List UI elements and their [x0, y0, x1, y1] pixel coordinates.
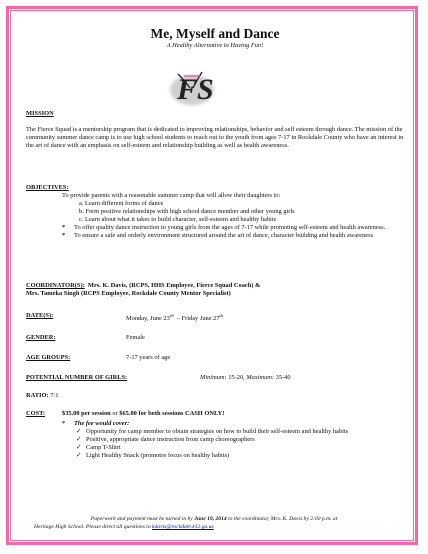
age-groups-row — [26, 354, 404, 362]
asterisk-bullet-icon: * — [62, 420, 66, 427]
page-subtitle: A Healthy Alternative to Having Fun! — [166, 42, 264, 49]
checkmark-icon: ✓ — [76, 444, 82, 451]
mission-section — [26, 110, 404, 150]
list-item: a. Learn different forms of dance — [79, 200, 164, 207]
fee-heading-row — [26, 420, 404, 428]
potential-girls-label: POTENTIAL NUMBER OF GIRLS: — [26, 374, 128, 381]
coordinators-label: COORDINATOR(S): — [26, 282, 85, 289]
objectives-sublist — [26, 200, 404, 224]
asterisk-bullet-icon: * — [62, 232, 66, 239]
gender-label: GENDER: — [26, 334, 56, 341]
age-groups-value: 7-17 years of age — [126, 354, 171, 361]
checkmark-icon: ✓ — [76, 428, 82, 435]
age-groups-label: AGE GROUPS: — [26, 354, 71, 361]
objectives-intro: To provide parents with a reasonable summer camp that will allow their daughters to: — [62, 192, 281, 199]
mission-body: The Fierce Squad is a mentorship program that is dedicated to improving relationships, behavior and self esteem through dance. The mission of the community summer dance camp is to use high school students to reach out to the youth from ages 7-17 in Rockdale County who have an interest in the art of dance with an emphasis on self-esteem and relationship building as well as health awareness. — [26, 126, 404, 149]
mission-heading: MISSION — [26, 110, 54, 117]
email-link[interactable]: kdavis@rockdale.k12.ga.us — [152, 524, 214, 530]
potential-girls-row — [26, 374, 404, 382]
objectives-section — [26, 184, 404, 240]
cost-label: COST: — [26, 410, 46, 417]
coordinators-line1: Mrs. K. Davis, (RCPS, HHS Employee, Fierce Squad Coach) & — [87, 282, 261, 289]
dates-value: Monday, June 23rd – Friday June 27th — [126, 313, 224, 323]
fee-heading: The fee would cover: — [74, 420, 130, 427]
dates-row — [26, 312, 404, 323]
cost-row — [26, 410, 404, 418]
ratio-value: 7:1 — [50, 392, 59, 399]
list-item: ✓ Light Healthy Snack (promotes focus on healthy habits) — [76, 452, 230, 459]
asterisk-bullet-icon: * — [62, 224, 66, 231]
ratio-label: RATIO: — [26, 392, 49, 399]
list-item: b. Form positive relationships with high school dance member and other young girls — [79, 208, 295, 215]
gender-row — [26, 334, 404, 342]
ratio-row — [26, 392, 404, 400]
coordinators-line2: Mrs. Tameka Singh (RCPS Employee, Rockdale County Mentor Specialist) — [26, 290, 231, 297]
list-item: ✓ Camp T-Shirt — [76, 444, 121, 451]
list-item: * To offer quality dance instruction to young girls from the ages of 7-17 while promoting self-esteem and health awareness. — [62, 224, 386, 231]
checkmark-icon: ✓ — [76, 436, 82, 443]
fierce-squad-logo — [164, 66, 220, 112]
dates-label: DATE(S): — [26, 312, 54, 319]
page-title: Me, Myself and Dance — [150, 26, 280, 41]
list-item: ✓ Opportunity for camp member to obtain strategies on how to build their self-esteem and healthy habits — [76, 428, 349, 435]
fee-section — [26, 420, 404, 460]
cost-value: $35.00 per session or $65.00 for both sessions CASH ONLY! — [62, 410, 225, 417]
gender-value: Female — [126, 334, 145, 341]
checkmark-icon: ✓ — [76, 452, 82, 459]
logo-letters: FS — [177, 73, 214, 106]
list-item: ✓ Positive, appropriate dance instruction from camp choreographers — [76, 436, 255, 443]
footer-note: Paperwork and payment must be turned in by June 19, 2014 to the coordinator, Mrs. K. Davis by 2:00 p.m. at Heritage High School. Please direct all questions to kdavis@rockdale.k12.ga.us — [34, 516, 338, 530]
list-item: * To ensure a safe and orderly environment structured around the art of dance, character building and health awareness — [62, 232, 374, 239]
potential-girls-values: Minimum: 15-20, Maximum: 35-40 — [200, 374, 291, 381]
list-item: c. Learn about what it takes to build character, self-esteem and healthy habits — [79, 216, 277, 223]
objectives-heading: OBJECTIVES: — [26, 184, 69, 191]
coordinators-section — [26, 282, 404, 298]
